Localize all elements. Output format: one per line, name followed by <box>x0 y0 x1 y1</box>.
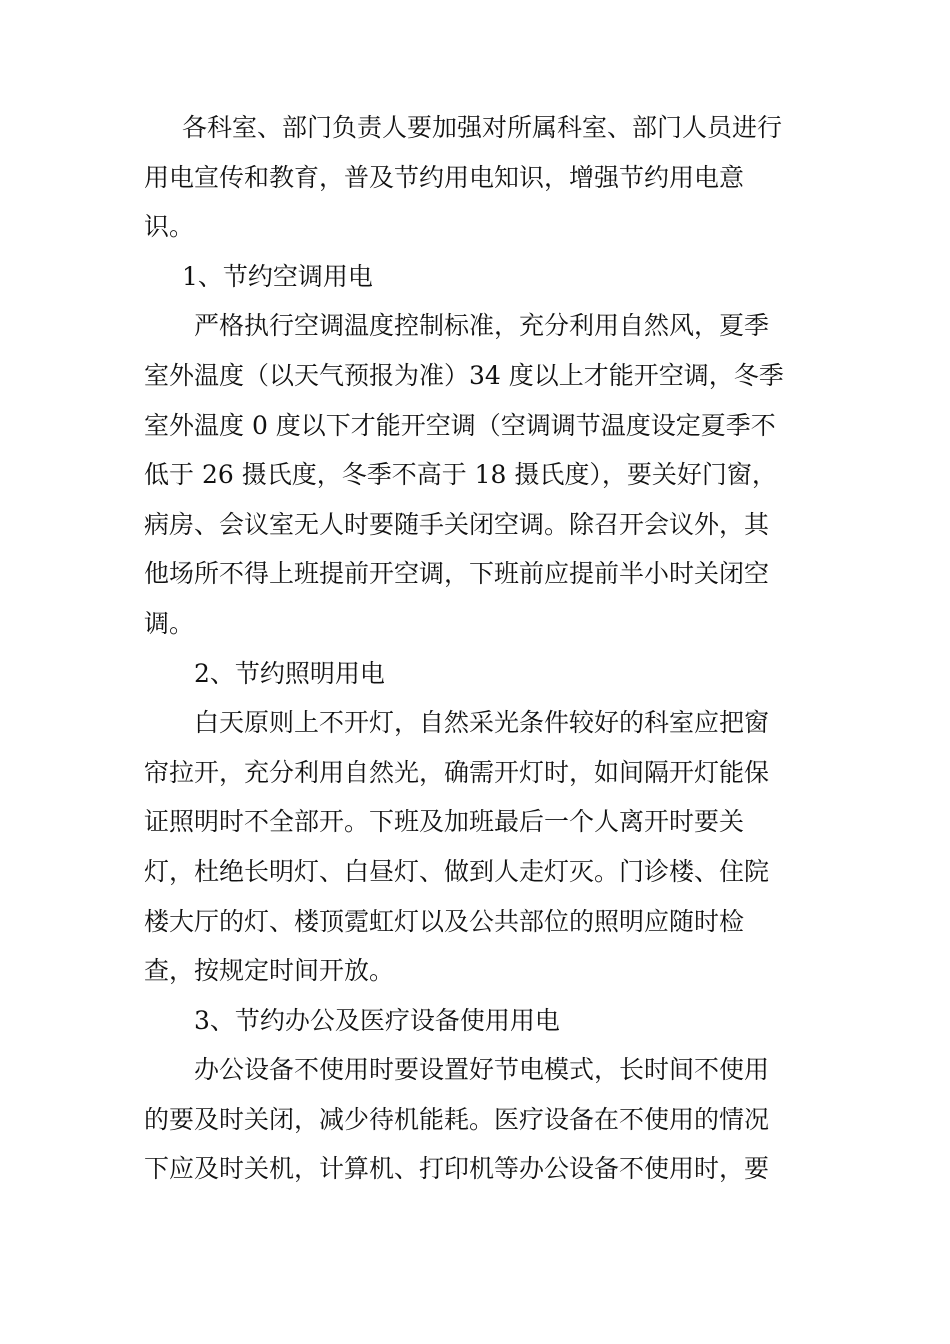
paragraph-line: 严格执行空调温度控制标准，充分利用自然风，夏季 <box>194 311 770 341</box>
paragraph-line: 病房、会议室无人时要随手关闭空调。除召开会议外，其 <box>144 509 770 539</box>
paragraph-intro <box>144 103 794 252</box>
paragraph-line: 的要及时关闭，减少待机能耗。医疗设备在不使用的情况 <box>144 1104 770 1134</box>
paragraph-line: 室外温度 0 度以下才能开空调（空调调节温度设定夏季不 <box>144 410 776 440</box>
paragraph-line: 用电宣传和教育，普及节约用电知识，增强节约用电意 <box>144 162 745 192</box>
paragraph-line: 帘拉开，充分利用自然光，确需开灯时，如间隔开灯能保 <box>144 757 770 787</box>
paragraph-line: 下应及时关机，计算机、打印机等办公设备不使用时，要 <box>144 1154 770 1184</box>
paragraph-line: 调。 <box>144 608 195 638</box>
document-body <box>144 103 794 1194</box>
paragraph-line: 白天原则上不开灯，自然采光条件较好的科室应把窗 <box>194 708 770 738</box>
section-1 <box>144 252 794 649</box>
paragraph-line: 办公设备不使用时要设置好节电模式，长时间不使用 <box>194 1055 770 1085</box>
paragraph-line: 各科室、部门负责人要加强对所属科室、部门人员进行 <box>182 113 783 142</box>
paragraph-line: 查，按规定时间开放。 <box>144 956 395 986</box>
paragraph-line: 楼大厅的灯、楼顶霓虹灯以及公共部位的照明应随时检 <box>144 906 745 936</box>
section-2 <box>144 649 794 996</box>
section-heading: 1、节约空调用电 <box>182 261 373 291</box>
paragraph-line: 证照明时不全部开。下班及加班最后一个人离开时要关 <box>144 807 745 837</box>
paragraph-line: 他场所不得上班提前开空调，下班前应提前半小时关闭空 <box>144 559 770 589</box>
paragraph-line: 灯，杜绝长明灯、白昼灯、做到人走灯灭。门诊楼、住院 <box>144 856 770 886</box>
section-heading: 2、节约照明用电 <box>194 658 385 688</box>
paragraph-line: 识。 <box>144 212 195 242</box>
paragraph-line: 低于 26 摄氏度，冬季不高于 18 摄氏度），要关好门窗， <box>144 460 777 490</box>
section-heading: 3、节约办公及医疗设备使用用电 <box>194 1005 560 1035</box>
section-3 <box>144 996 794 1194</box>
paragraph-line: 室外温度（以天气预报为准）34 度以上才能开空调，冬季 <box>144 360 784 390</box>
